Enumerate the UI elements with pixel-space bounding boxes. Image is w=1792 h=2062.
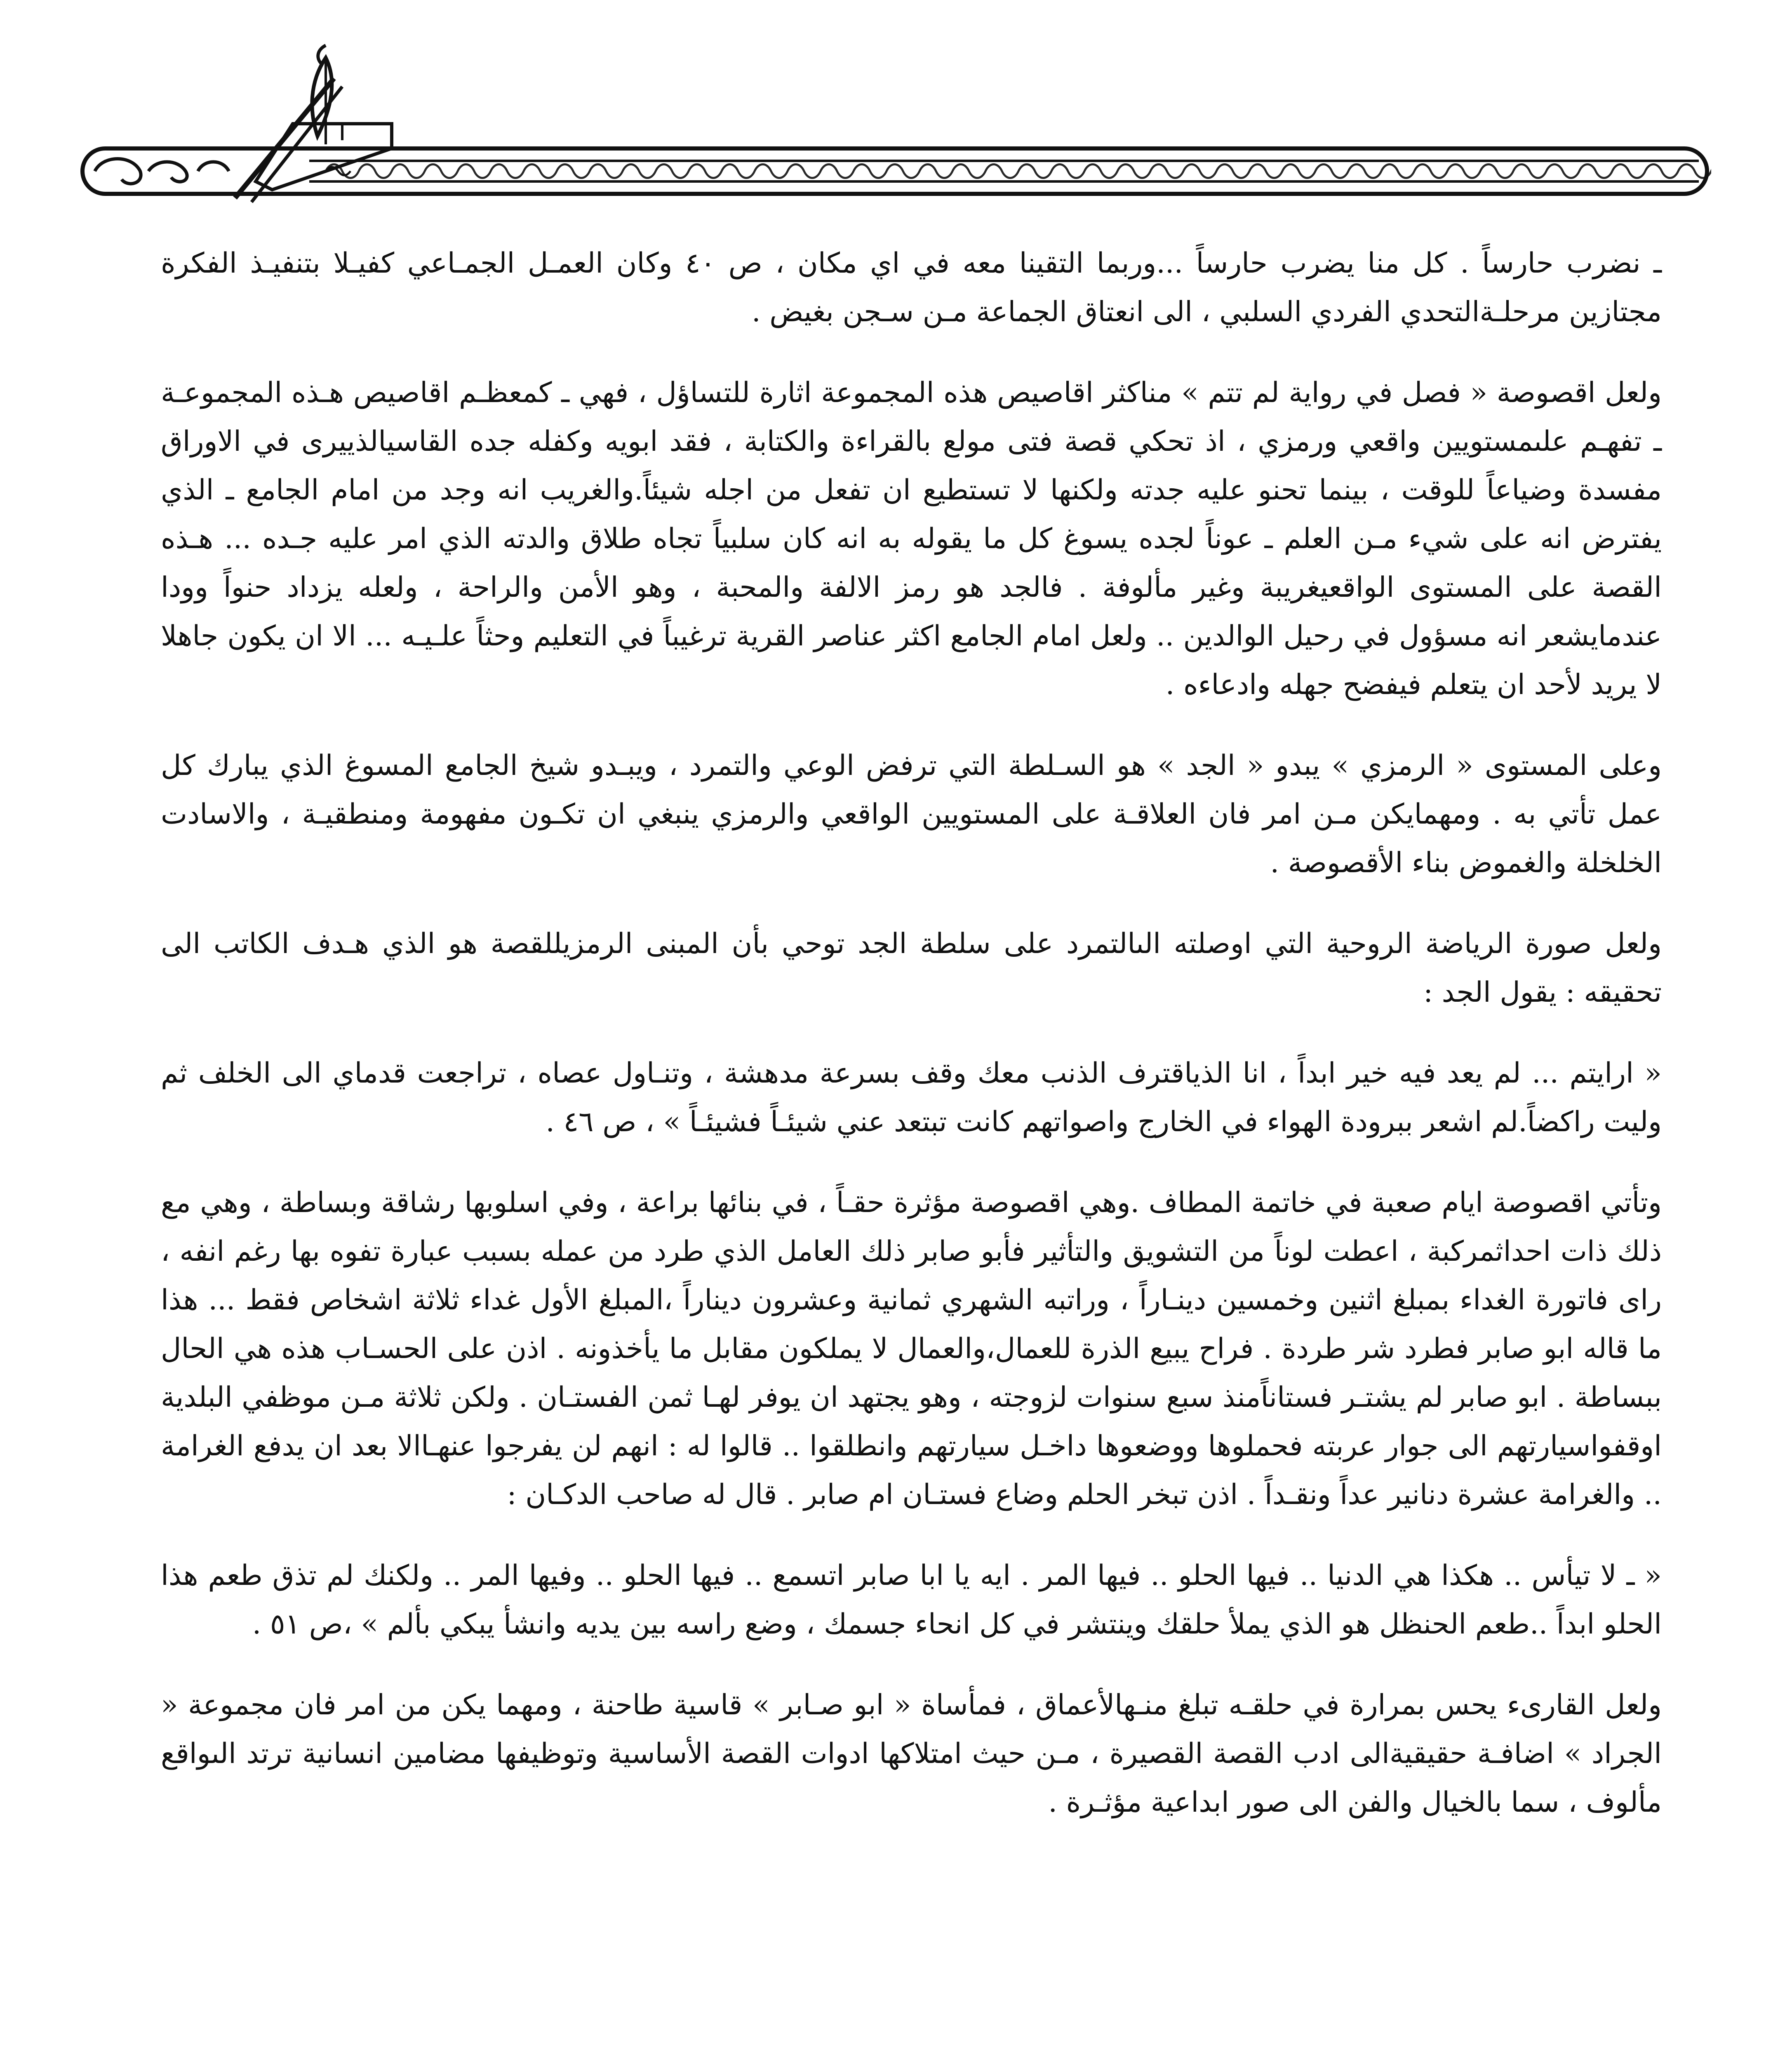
article-body — [161, 239, 1662, 1859]
quote-paragraph: « ـ لا تيأس .. هكذا هي الدنيا .. فيها الحلو .. فيها المر . ايه يا ابا صابر اتسمع .. فيها الحلو .. وفيها المر .. ولكنك لم تذق طعم هذا الحلو ابداً ..طعم الحنظل هو الذي يملأ حلقك وينتشر في كل انحاء جسمك ، وضع راسه بين يديه وانشأ يبكي بألم » ،ص ٥١ . — [161, 1559, 1662, 1641]
paragraph: ولعل القارىء يحس بمرارة في حلقـه تبلغ منـهالأعماق ، فمأساة « ابو صـابر » قاسية طاحنة ، ومهما يكن من امر فان مجموعة « الجراد » اضافـة حقيقيةالى ادب القصة القصيرة ، مـن حيث امتلاكها ادوات القصة الأساسية وتوظيفها مضامين انسانية ترتد الىواقع مألوف ، سما بالخيال والفن الى صور ابداعية مؤثـرة . — [161, 1689, 1662, 1819]
paragraph: ولعل اقصوصة « فصل في رواية لم تتم » مناكثر اقاصيص هذه المجموعة اثارة للتساؤل ، فهي ـ كمعظـم اقاصيص هـذه المجموعـة ـ تفهـم علىمستويين واقعي ورمزي ، اذ تحكي قصة فتى مولع بالقراءة والكتابة ، فقد ابويه وكفله جده القاسيالذييرى في الاوراق مفسدة وضياعاً للوقت ، بينما تحنو عليه جدته ولكنها لا تستطيع ان تفعل من اجله شيئاً.والغريب انه وجد من امام الجامع ـ الذي يفترض انه على شيء مـن العلم ـ عوناً لجده يسوغ كل ما يقوله به انه كان سلبياً تجاه طلاق والدته الذي امر عليه جـده ... هـذه القصة على المستوى الواقعيغريبة وغير مألوفة . فالجد هو رمز الالفة والمحبة ، وهو الأمن والراحة ، ولعله يزداد حنواً وودا عندمايشعر انه مسؤول في رحيل الوالدين .. ولعل امام الجامع اكثر عناصر القرية ترغيباً في التعليم وحثاً علـيـه ... الا ان يكون جاهلا لا يريد لأحد ان يتعلم فيفضح جهله وادعاءه . — [161, 377, 1662, 701]
paragraph: وعلى المستوى « الرمزي » يبدو « الجد » هو السـلطة التي ترفض الوعي والتمرد ، ويبـدو شيخ الجامع المسوغ الذي يبارك كل عمل تأتي به . ومهمايكن مـن امر فان العلاقـة على المستويين الواقعي والرمزي ينبغي ان تكـون مفهومة ومنطقيـة ، والاسادت الخلخلة والغموض بناء الأقصوصة . — [161, 749, 1662, 879]
paragraph: ولعل صورة الرياضة الروحية التي اوصلته الىالتمرد على سلطة الجد توحي بأن المبنى الرمزيللقصة هو الذي هـدف الكاتب الى تحقيقه : يقول الجد : — [161, 927, 1662, 1009]
paragraph: ـ نضرب حارساً . كل منا يضرب حارساً ...وربما التقينا معه في اي مكان ، ص ٤٠ وكان العمـل الجمـاعي كفيـلا بتنفيـذ الفكرة مجتازين مرحلـةالتحدي الفردي السلبي ، الى انعتاق الجماعة مـن سـجن بغيض . — [161, 247, 1662, 328]
paragraph: وتأتي اقصوصة ايام صعبة في خاتمة المطاف .وهي اقصوصة مؤثرة حقـاً ، في بنائها براعة ، وفي اسلوبها رشاقة وبساطة ، وهي مع ذلك ذات احداثمركبة ، اعطت لوناً من التشويق والتأثير فأبو صابر ذلك العامل الذي طرد من عمله بسبب عبارة تفوه بها رغم انفه ، راى فاتورة الغداء بمبلغ اثنين وخمسين دينـاراً ، وراتبه الشهري ثمانية وعشرون ديناراً ،المبلغ الأول غداء ثلاثة اشخاص فقط ... هذا ما قاله ابو صابر فطرد شر طردة . فراح يبيع الذرة للعمال،والعمال لا يملكون مقابل ما يأخذونه . اذن على الحسـاب هذه هي الحال ببساطة . ابو صابر لم يشتـر فستاناًمنذ سبع سنوات لزوجته ، وهو يجتهد ان يوفر لهـا ثمن الفستـان . ولكن ثلاثة مـن موظفي البلدية اوقفواسيارتهم الى جوار عربته فحملوها ووضعوها داخـل سيارتهم وانطلقوا .. قالوا له : انهم لن يفرجوا عنهـاالا بعد ان يدفع الغرامة .. والغرامة عشرة دنانير عداً ونقـداً . اذن تبخر الحلم وضاع فستـان ام صابر . قال له صاحب الدكـان : — [161, 1186, 1662, 1511]
quote-paragraph: « ارايتم ... لم يعد فيه خير ابداً ، انا الذياقترف الذنب معك وقف بسرعة مدهشة ، وتنـاول عصاه ، تراجعت قدماي الى الخلف ثم وليت راكضاً.لم اشعر ببرودة الهواء في الخارج واصواتهم كانت تبتعد عني شيئـاً فشيئـاً » ، ص ٤٦ . — [161, 1057, 1662, 1138]
quill-pen-ornament-icon — [78, 41, 1711, 214]
decorative-header — [78, 41, 1711, 214]
